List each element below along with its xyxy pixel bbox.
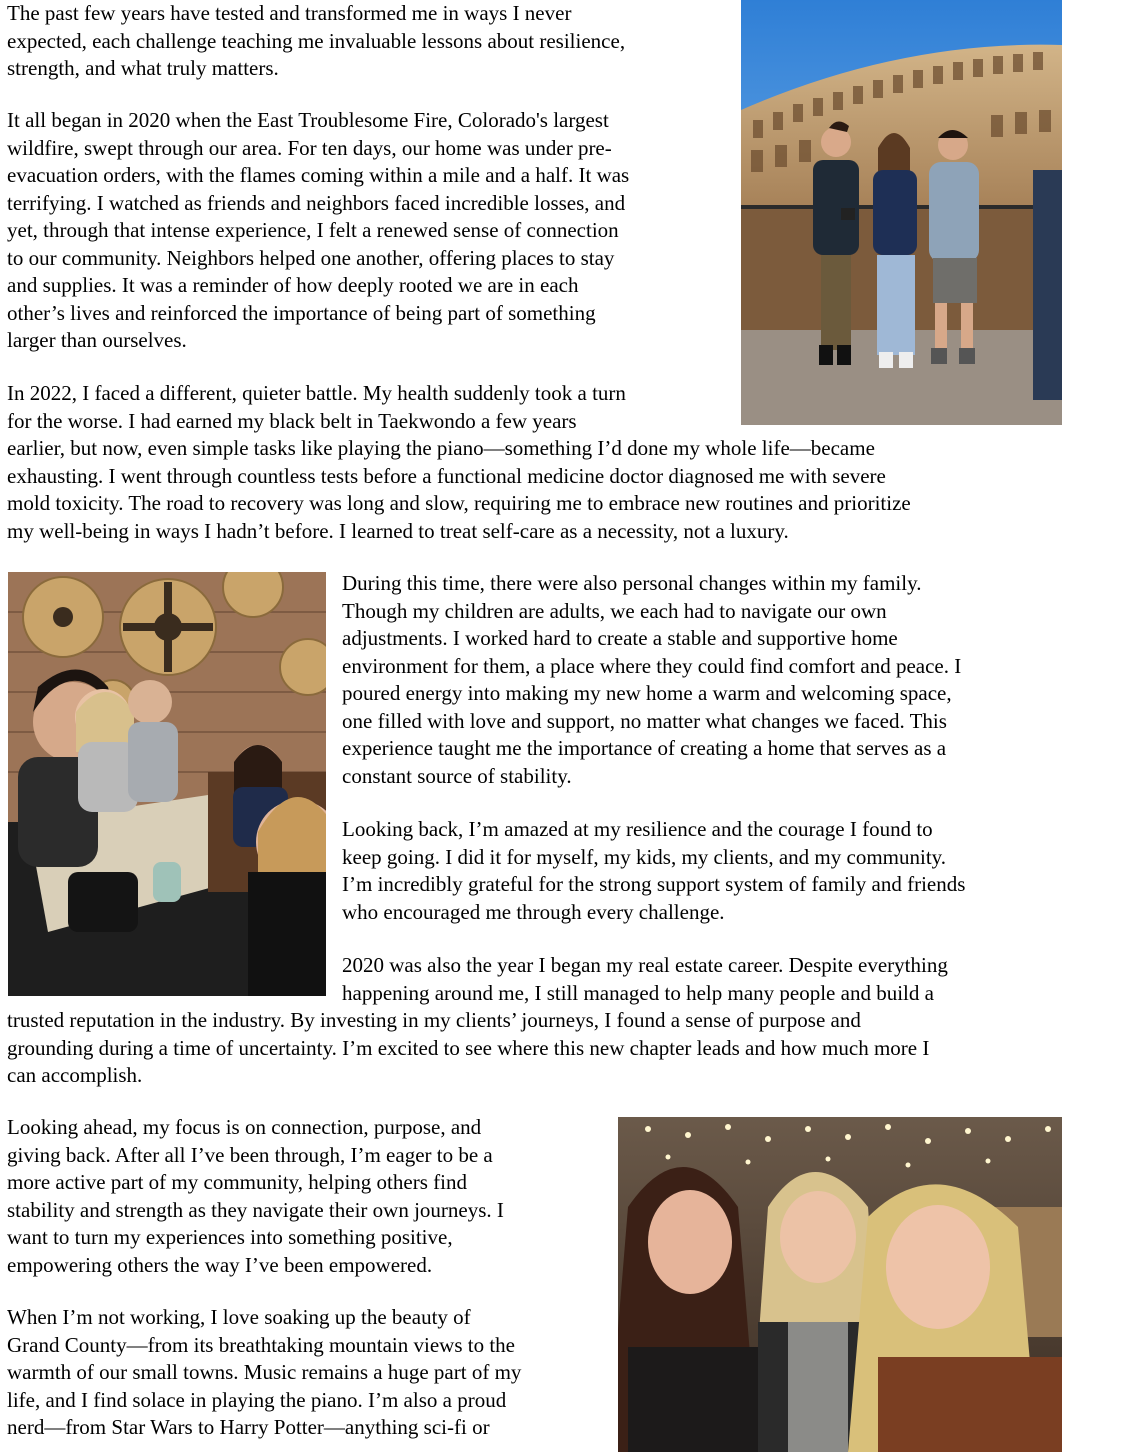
paragraph-health-start	[7, 380, 732, 435]
text-line: and supplies. It was a reminder of how deeply rooted we are in each	[7, 273, 579, 297]
text-line: grounding during a time of uncertainty. I’m excited to see where this new chapter leads and how much more I	[7, 1035, 930, 1060]
photo-colosseum	[741, 0, 1062, 425]
text-line: It all began in 2020 when the East Troublesome Fire, Colorado's largest	[7, 108, 609, 132]
text-line: nerd—from Star Wars to Harry Potter—anything sci-fi or	[7, 1415, 490, 1439]
text-line: happening around me, I still managed to help many people and build a	[342, 980, 934, 1005]
text-line: life, and I find solace in playing the piano. I’m also a proud	[7, 1387, 507, 1412]
text-line: who encouraged me through every challenge.	[342, 899, 725, 924]
text-line: want to turn my experiences into something positive,	[7, 1225, 453, 1249]
text-line: giving back. After all I’ve been through, I’m eager to be a	[7, 1142, 493, 1167]
text-line: mold toxicity. The road to recovery was long and slow, requiring me to embrace new routines and prioritize	[7, 491, 911, 515]
text-line: poured energy into making my new home a warm and welcoming space,	[342, 681, 952, 705]
text-line: strength, and what truly matters.	[7, 56, 279, 80]
text-line: earlier, but now, even simple tasks like playing the piano—something I’d done my whole life—became	[7, 436, 875, 460]
photo-friends-selfie	[618, 1117, 1062, 1452]
text-line: Grand County—from its breathtaking mountain views to the	[7, 1332, 515, 1357]
text-line: experience taught me the importance of creating a home that serves as a	[342, 736, 947, 760]
paragraph-looking-back	[342, 816, 1067, 926]
text-line: trusted reputation in the industry. By investing in my clients’ journeys, I found a sense of purpose and	[7, 1008, 861, 1032]
text-line: adjustments. I worked hard to create a stable and supportive home	[342, 626, 898, 650]
text-line: Though my children are adults, we each had to navigate our own	[342, 598, 887, 623]
paragraph-intro	[7, 0, 732, 83]
text-line: warmth of our small towns. Music remains a huge part of my	[7, 1360, 522, 1384]
text-line: can accomplish.	[7, 1063, 143, 1087]
paragraph-career-end	[7, 1007, 1077, 1090]
paragraph-looking-ahead	[7, 1114, 607, 1279]
text-line: The past few years have tested and transformed me in ways I never	[7, 1, 572, 25]
text-line: Looking ahead, my focus is on connection, purpose, and	[7, 1115, 482, 1139]
text-line: When I’m not working, I love soaking up the beauty of	[7, 1305, 471, 1329]
paragraph-health-end	[7, 435, 1077, 545]
photo-family-selfie	[8, 572, 326, 996]
text-line: stability and strength as they navigate their own journeys. I	[7, 1197, 504, 1222]
text-line: wildfire, swept through our area. For ten days, our home was under pre-	[7, 135, 612, 160]
text-line: larger than ourselves.	[7, 328, 187, 352]
paragraph-fire	[7, 107, 732, 355]
text-line: one filled with love and support, no matter what changes we faced. This	[342, 708, 947, 733]
text-line: evacuation orders, with the flames coming within a mile and a half. It was	[7, 163, 630, 187]
text-line: 2020 was also the year I began my real estate career. Despite everything	[342, 953, 948, 977]
text-line: empowering others the way I’ve been empowered.	[7, 1252, 433, 1277]
paragraph-family	[342, 570, 1067, 790]
text-line: exhausting. I went through countless tests before a functional medicine doctor diagnosed me with severe	[7, 463, 886, 488]
text-line: expected, each challenge teaching me invaluable lessons about resilience,	[7, 28, 626, 53]
text-line: my well-being in ways I hadn’t before. I learned to treat self-care as a necessity, not a luxury.	[7, 518, 789, 543]
text-line: In 2022, I faced a different, quieter battle. My health suddenly took a turn	[7, 381, 626, 405]
text-line: to our community. Neighbors helped one another, offering places to stay	[7, 245, 615, 270]
text-line: keep going. I did it for myself, my kids, my clients, and my community.	[342, 844, 947, 869]
text-line: other’s lives and reinforced the importance of being part of something	[7, 300, 596, 325]
text-line: terrifying. I watched as friends and neighbors faced incredible losses, and	[7, 190, 626, 215]
text-line: for the worse. I had earned my black belt in Taekwondo a few years	[7, 408, 577, 433]
text-line: Looking back, I’m amazed at my resilience and the courage I found to	[342, 817, 933, 841]
text-line: yet, through that intense experience, I felt a renewed sense of connection	[7, 218, 619, 242]
text-line: environment for them, a place where they could find comfort and peace. I	[342, 653, 962, 678]
paragraph-career-start	[342, 952, 1067, 1007]
text-line: I’m incredibly grateful for the strong support system of family and friends	[342, 872, 966, 896]
text-line: During this time, there were also personal changes within my family.	[342, 571, 922, 595]
text-line: more active part of my community, helping others find	[7, 1170, 467, 1194]
text-line: constant source of stability.	[342, 763, 572, 788]
paragraph-hobbies	[7, 1304, 607, 1442]
